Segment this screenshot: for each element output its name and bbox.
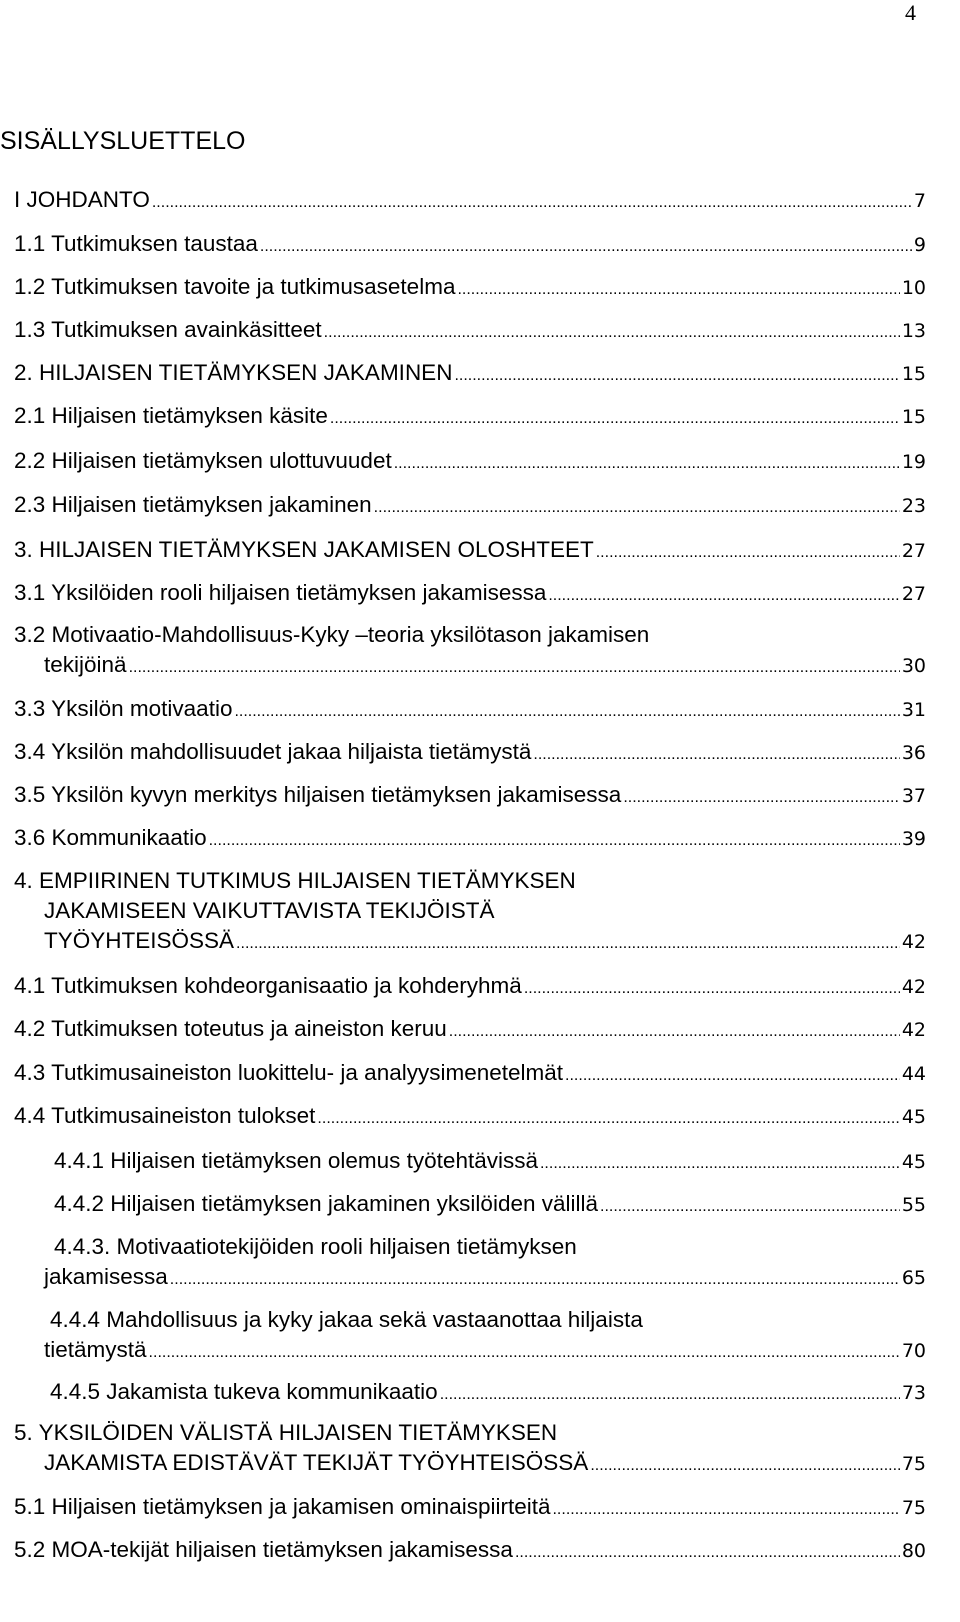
toc-entry-label: 4.1 Tutkimuksen kohdeorganisaatio ja kohderyhmä [14,973,522,998]
toc-entry-page: 42 [901,1019,926,1041]
toc-entry-page: 75 [901,1497,926,1519]
toc-entry-label: 3.4 Yksilön mahdollisuudet jakaa hiljaista tietämystä [14,739,532,764]
toc-entry-label: 3.1 Yksilöiden rooli hiljaisen tietämyksen jakamisessa [14,580,547,605]
toc-entry[interactable] [14,315,926,348]
toc-entry-page: 39 [901,828,926,850]
toc-entry-label: 1.3 Tutkimuksen avainkäsitteet [14,317,322,342]
toc-entry-label: 4.3 Tutkimusaineiston luokittelu- ja analyysimenetelmät [14,1060,564,1085]
dot-leader [533,740,899,770]
toc-entry-label: jakamisessa [44,1264,168,1289]
toc-entry[interactable] [14,694,926,727]
toc-entry-label: 4.4 Tutkimusaineiston tulokset [14,1103,316,1128]
toc-entry-page: 9 [913,234,926,256]
toc-entry-label: 3.5 Yksilön kyvyn merkitys hiljaisen tietämyksen jakamisessa [14,782,622,807]
toc-entry-label: 4.4.1 Hiljaisen tietämyksen olemus työtehtävissä [54,1148,538,1173]
toc-entry-page: 19 [901,451,926,473]
toc-entry-page: 15 [901,406,926,428]
dot-leader [623,783,899,813]
toc-entry[interactable] [14,1418,926,1481]
toc-entry-page: 44 [901,1063,926,1085]
dot-leader [449,1017,900,1047]
toc-entry-page: 36 [901,742,926,764]
dot-leader [129,653,900,683]
toc-entry[interactable] [54,1189,926,1222]
dot-leader [524,974,900,1004]
dot-leader [596,538,900,568]
toc-entry[interactable] [14,490,926,523]
dot-leader [394,449,900,479]
toc-entry[interactable] [14,780,926,813]
toc-entry-page: 13 [901,320,926,342]
toc-entry[interactable] [14,401,926,434]
toc-entry[interactable] [50,1377,926,1410]
toc-entry-page: 31 [901,699,926,721]
toc-entry-page: 10 [901,277,926,299]
toc-entry[interactable] [44,1232,926,1295]
toc-entry[interactable] [44,1305,926,1368]
dot-leader [236,929,900,959]
toc-entry[interactable] [14,229,926,262]
toc-entry[interactable] [14,1535,926,1568]
toc-entry-label-line1: 4.4.4 Mahdollisuus ja kyky jakaa sekä vastaanottaa hiljaista [50,1307,643,1332]
dot-leader [540,1149,900,1179]
toc-entry[interactable] [14,535,926,568]
toc-entry-label-line1: 3.2 Motivaatio-Mahdollisuus-Kyky –teoria yksilötason jakamisen [14,622,650,647]
toc-entry[interactable] [14,971,926,1004]
toc-entry-page: 27 [901,583,926,605]
toc-entry-label-line2: JAKAMISEEN VAIKUTTAVISTA TEKIJÖISTÄ [44,898,495,923]
toc-entry[interactable] [14,272,926,305]
toc-entry-page: 23 [901,495,926,517]
toc-entry-label-line1: 5. YKSILÖIDEN VÄLISTÄ HILJAISEN TIETÄMYKSEN [14,1420,558,1445]
toc-entry[interactable] [14,866,926,959]
toc-entry-label: 4.4.5 Jakamista tukeva kommunikaatio [50,1379,438,1404]
dot-leader [324,318,900,348]
dot-leader [374,493,900,523]
toc-entry-page: 37 [901,785,926,807]
toc-entry-label: 3. HILJAISEN TIETÄMYKSEN JAKAMISEN OLOSHTEET [14,537,594,562]
dot-leader [548,581,899,611]
toc-entry-label: 2.3 Hiljaisen tietämyksen jakaminen [14,492,372,517]
toc-entry-label-line1: 4. EMPIIRINEN TUTKIMUS HILJAISEN TIETÄMYKSEN [14,868,576,893]
dot-leader [590,1451,899,1481]
toc-entry-label: I JOHDANTO [14,187,150,212]
toc-entry-page: 73 [901,1382,926,1404]
toc-entry-page: 45 [901,1106,926,1128]
toc-entry-page: 70 [901,1340,926,1362]
dot-leader [600,1192,900,1222]
toc-entry[interactable] [14,358,926,391]
toc-entry-page: 55 [901,1194,926,1216]
toc-entry-label: tekijöinä [44,652,127,677]
toc-entry-label: JAKAMISTA EDISTÄVÄT TEKIJÄT TYÖYHTEISÖSSÄ [44,1450,589,1475]
dot-leader [330,404,900,434]
toc-entry-page: 75 [901,1453,926,1475]
dot-leader [515,1538,900,1568]
dot-leader [234,697,899,727]
toc-entry-page: 80 [901,1540,926,1562]
toc-entry-page: 45 [901,1151,926,1173]
toc-entry-label-line1: 4.4.3. Motivaatiotekijöiden rooli hiljaisen tietämyksen [54,1234,577,1259]
toc-entry-label: 3.3 Yksilön motivaatio [14,696,233,721]
toc-entry[interactable] [14,1058,926,1091]
dot-leader [152,188,912,218]
page-number: 4 [905,0,916,25]
toc-entry[interactable] [14,737,926,770]
dot-leader [454,361,899,391]
toc-entry-page: 15 [901,363,926,385]
toc-entry[interactable] [14,1492,926,1525]
toc-entry-label: 2.2 Hiljaisen tietämyksen ulottuvuudet [14,448,392,473]
toc-entry[interactable] [14,185,926,218]
dot-leader [440,1380,900,1410]
dot-leader [457,275,899,305]
toc-entry-label: 1.2 Tutkimuksen tavoite ja tutkimusasetelma [14,274,456,299]
toc-entry[interactable] [14,823,926,856]
toc-entry[interactable] [54,1146,926,1179]
toc-entry-label: tietämystä [44,1337,147,1362]
toc-entry[interactable] [14,620,926,683]
toc-entry[interactable] [14,1101,926,1134]
toc-entry-page: 42 [901,931,926,953]
toc-entry-page: 7 [913,190,926,212]
toc-entry-label: 5.2 MOA-tekijät hiljaisen tietämyksen jakamisessa [14,1537,513,1562]
toc-entry-page: 27 [901,540,926,562]
toc-entry-label: TYÖYHTEISÖSSÄ [44,928,235,953]
dot-leader [565,1061,900,1091]
toc-entry-label: 5.1 Hiljaisen tietämyksen ja jakamisen ominaispiirteitä [14,1494,551,1519]
toc-entry-page: 30 [901,655,926,677]
toc-entry-page: 65 [901,1267,926,1289]
dot-leader [260,232,912,262]
toc-entry-label: 2. HILJAISEN TIETÄMYKSEN JAKAMINEN [14,360,453,385]
toc-entry-page: 42 [901,976,926,998]
toc-title: SISÄLLYSLUETTELO [0,127,246,155]
toc-entry-label: 4.4.2 Hiljaisen tietämyksen jakaminen yksilöiden välillä [54,1191,599,1216]
toc-entry-label: 2.1 Hiljaisen tietämyksen käsite [14,403,328,428]
toc-entry[interactable] [14,446,926,479]
dot-leader [170,1265,900,1295]
toc-entry-label: 1.1 Tutkimuksen taustaa [14,231,258,256]
toc-entry-label: 3.6 Kommunikaatio [14,825,207,850]
dot-leader [317,1104,899,1134]
toc-entry[interactable] [14,1014,926,1047]
toc-entry[interactable] [14,578,926,611]
dot-leader [209,826,900,856]
toc-entry-label: 4.2 Tutkimuksen toteutus ja aineiston keruu [14,1016,447,1041]
dot-leader [552,1495,899,1525]
dot-leader [149,1338,900,1368]
